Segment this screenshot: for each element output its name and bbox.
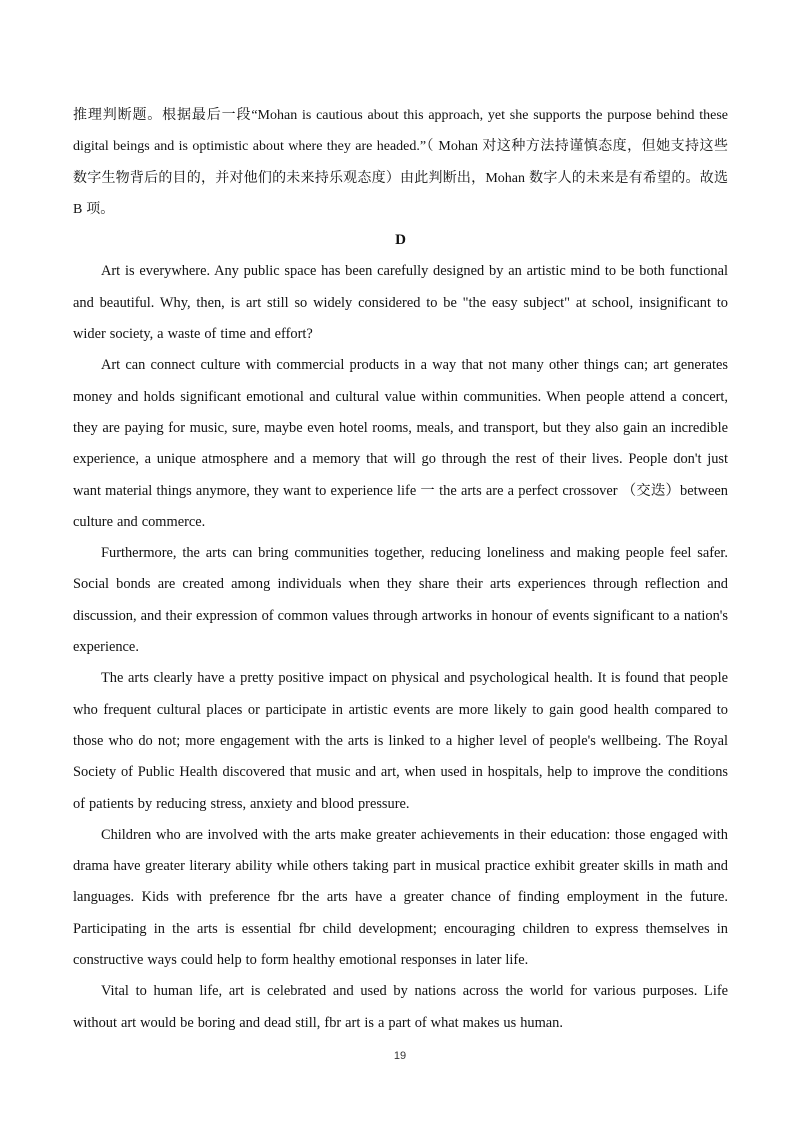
page-number: 19	[393, 1050, 407, 1062]
passage-paragraph-5: Children who are involved with the arts make greater achievements in their education: those engaged with drama have greater literary ability while others taking part in musical practice exhibit greater skills in math and languages. Kids with preference fbr the arts have a greater chance of finding employment in the future. Participating in the arts is essential fbr child development; encouraging children to express themselves in constructive ways could help to form healthy emotional responses in later life.	[73, 826, 728, 969]
passage-paragraph-4: The arts clearly have a pretty positive impact on physical and psychological health. It is found that people who frequent cultural places or participate in artistic events are more likely to gain good health compared to those who do not; more engagement with the arts is linked to a higher level of people's wellbeing. The Royal Society of Public Health discovered that music and art, when used in hospitals, help to improve the conditions of patients by reducing stress, anxiety and blood pressure.	[73, 670, 728, 812]
page-content	[73, 100, 728, 1039]
answer-explanation: 推理判断题。根据最后一段“Mohan is cautious about this approach, yet she supports the purpose behind these digital beings and is optimistic about where they are headed.”（ Mohan 对这种方法持谨慎态度，但她支持这些数字生物背后的目的，并对他们的未来持乐观态度）由此判断出，Mohan 数字人的未来是有希望的。故选 B 项。	[73, 108, 728, 217]
section-title: D	[395, 232, 406, 249]
passage-paragraph-6: Vital to human life, art is celebrated and used by nations across the world for various purposes. Life without art would be boring and dead still, fbr art is a part of what makes us human.	[73, 983, 728, 1031]
passage-paragraph-3: Furthermore, the arts can bring communities together, reducing loneliness and making people feel safer. Social bonds are created among individuals when they share their arts experiences through reflection and discussion, and their expression of common values through artworks in honour of events significant to a nation's experience.	[73, 545, 728, 656]
passage-paragraph-1: Art is everywhere. Any public space has been carefully designed by an artistic mind to be both functional and beautiful. Why, then, is art still so widely considered to be "the easy subject" at school, insignificant to wider society, a waste of time and effort?	[73, 263, 728, 343]
passage-paragraph-2: Art can connect culture with commercial products in a way that not many other things can; art generates money and holds significant emotional and cultural value within communities. When people attend a concert, they are paying for music, sure, maybe even hotel rooms, meals, and transport, but they also gain an incredible experience, a unique atmosphere and a memory that will go through the rest of their lives. People don't just want material things anymore, they want to experience life 一 the arts are a perfect crossover （交迭）between culture and commerce.	[73, 357, 728, 530]
